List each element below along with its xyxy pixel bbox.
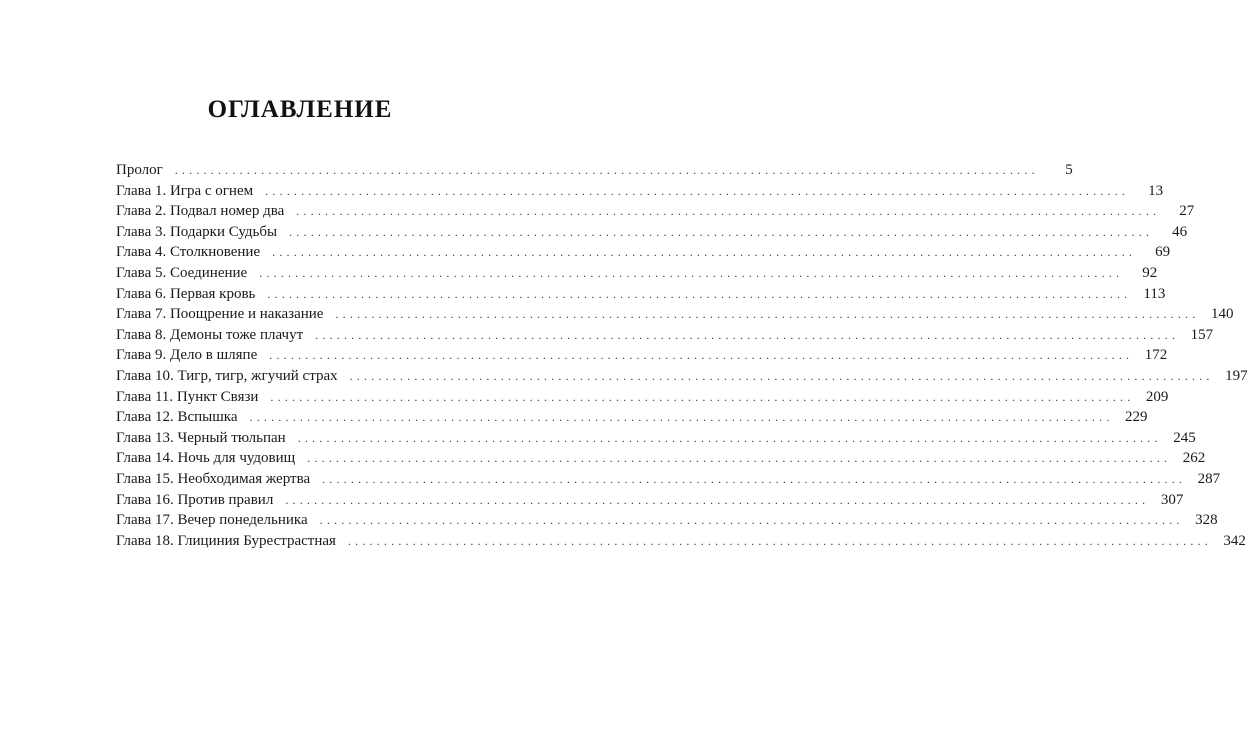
toc-entry-page-number: 46: [1172, 223, 1188, 240]
toc-entry-page-number: 229: [1125, 409, 1148, 426]
toc-entry-page-number: 307: [1160, 491, 1184, 508]
toc-entry-title: Глава 5. Соединение: [116, 264, 248, 281]
dot-leader: ........................................................................................................................: [269, 348, 1134, 363]
toc-entry-title: Глава 4. Столкновение: [116, 244, 261, 261]
toc-entry-title: Глава 1. Игра с огнем: [116, 182, 254, 199]
toc-entry: [116, 160, 1073, 181]
toc-entry-title: Глава 11. Пункт Связи: [116, 388, 259, 405]
toc-entry: [116, 345, 1168, 366]
toc-entry-page-number: 113: [1143, 285, 1166, 302]
dot-leader: ........................................................................................................................: [285, 492, 1150, 507]
toc-entry-title: Глава 8. Демоны тоже плачут: [116, 326, 304, 343]
toc-entry: [116, 366, 1248, 387]
dot-leader: ........................................................................................................................: [322, 471, 1187, 486]
dot-leader: ........................................................................................................................: [319, 513, 1184, 528]
dot-leader: ........................................................................................................................: [347, 533, 1212, 548]
toc-entry: [116, 387, 1169, 408]
toc-entry-title: Глава 14. Ночь для чудовищ: [116, 450, 296, 467]
toc-entry-page-number: 328: [1195, 512, 1218, 529]
toc-entry: [116, 325, 1214, 346]
toc-entry-page-number: 5: [1065, 162, 1073, 178]
toc-entry: [116, 428, 1196, 449]
toc-entry-title: Глава 16. Против правил: [116, 491, 274, 508]
toc-entry: [116, 263, 1158, 284]
toc-entry-title: Глава 2. Подвал номер два: [116, 203, 285, 220]
toc-entry-page-number: 209: [1145, 388, 1169, 405]
toc-entry: [116, 181, 1164, 202]
toc-entry-title: Глава 3. Подарки Судьбы: [116, 223, 278, 240]
toc-entry: [116, 448, 1206, 469]
toc-entry-title: Глава 10. Тигр, тигр, жгучий страх: [116, 367, 338, 384]
dot-leader: ........................................................................................................................: [174, 163, 1039, 177]
toc-entry-page-number: 172: [1144, 347, 1168, 364]
dot-leader: ........................................................................................................................: [267, 286, 1132, 301]
dot-leader: ........................................................................................................................: [259, 265, 1124, 280]
toc-entry: [116, 242, 1171, 263]
dot-leader: ........................................................................................................................: [265, 183, 1130, 198]
page-title: ОГЛАВЛЕНИЕ: [207, 96, 393, 123]
toc-entry: [116, 304, 1234, 325]
dot-leader: ........................................................................................................................: [349, 368, 1214, 383]
toc-entry-title: Пролог: [116, 162, 163, 178]
toc-entry: [116, 490, 1184, 511]
dot-leader: ........................................................................................................................: [249, 410, 1114, 425]
toc-entry-title: Глава 17. Вечер понедельника: [116, 512, 308, 529]
toc-entry-title: Глава 18. Глициния Бурестрастная: [116, 532, 336, 549]
dot-leader: ........................................................................................................................: [272, 245, 1137, 260]
dot-leader: ........................................................................................................................: [297, 430, 1162, 445]
toc-entry-page-number: 13: [1148, 182, 1164, 199]
toc-entry-title: Глава 7. Поощрение и наказание: [116, 306, 324, 323]
dot-leader: ........................................................................................................................: [307, 451, 1172, 466]
toc-entry-page-number: 342: [1223, 532, 1246, 549]
dot-leader: ........................................................................................................................: [296, 204, 1161, 219]
toc-entry-page-number: 157: [1190, 326, 1214, 343]
dot-leader: ........................................................................................................................: [315, 327, 1180, 342]
toc-entry-page-number: 27: [1179, 203, 1195, 220]
toc-entry-page-number: 245: [1173, 429, 1196, 446]
dot-leader: ........................................................................................................................: [335, 307, 1200, 322]
toc-entry: [116, 531, 1246, 552]
toc-entry: [116, 407, 1148, 428]
toc-entry-page-number: 92: [1142, 264, 1158, 281]
toc-entry: [116, 510, 1218, 531]
toc-entry-title: Глава 13. Черный тюльпан: [116, 429, 286, 446]
toc-entry: [116, 469, 1221, 490]
dot-leader: ........................................................................................................................: [270, 389, 1135, 404]
toc-entry-page-number: 197: [1225, 367, 1248, 384]
toc-entry: [116, 222, 1188, 243]
toc-entry-page-number: 287: [1197, 470, 1221, 487]
dot-leader: ........................................................................................................................: [289, 224, 1154, 239]
toc-entry-title: Глава 6. Первая кровь: [116, 285, 256, 302]
toc-entry-page-number: 140: [1210, 306, 1234, 323]
toc-entry-page-number: 69: [1155, 244, 1171, 261]
toc-entry-page-number: 262: [1182, 450, 1206, 467]
toc-entry-title: Глава 12. Вспышка: [116, 409, 238, 426]
toc-entry: [116, 284, 1166, 305]
toc-entry-title: Глава 15. Необходимая жертва: [116, 470, 311, 487]
toc-entry: [116, 201, 1195, 222]
table-of-contents: [116, 160, 1248, 551]
toc-entry-title: Глава 9. Дело в шляпе: [116, 347, 258, 364]
